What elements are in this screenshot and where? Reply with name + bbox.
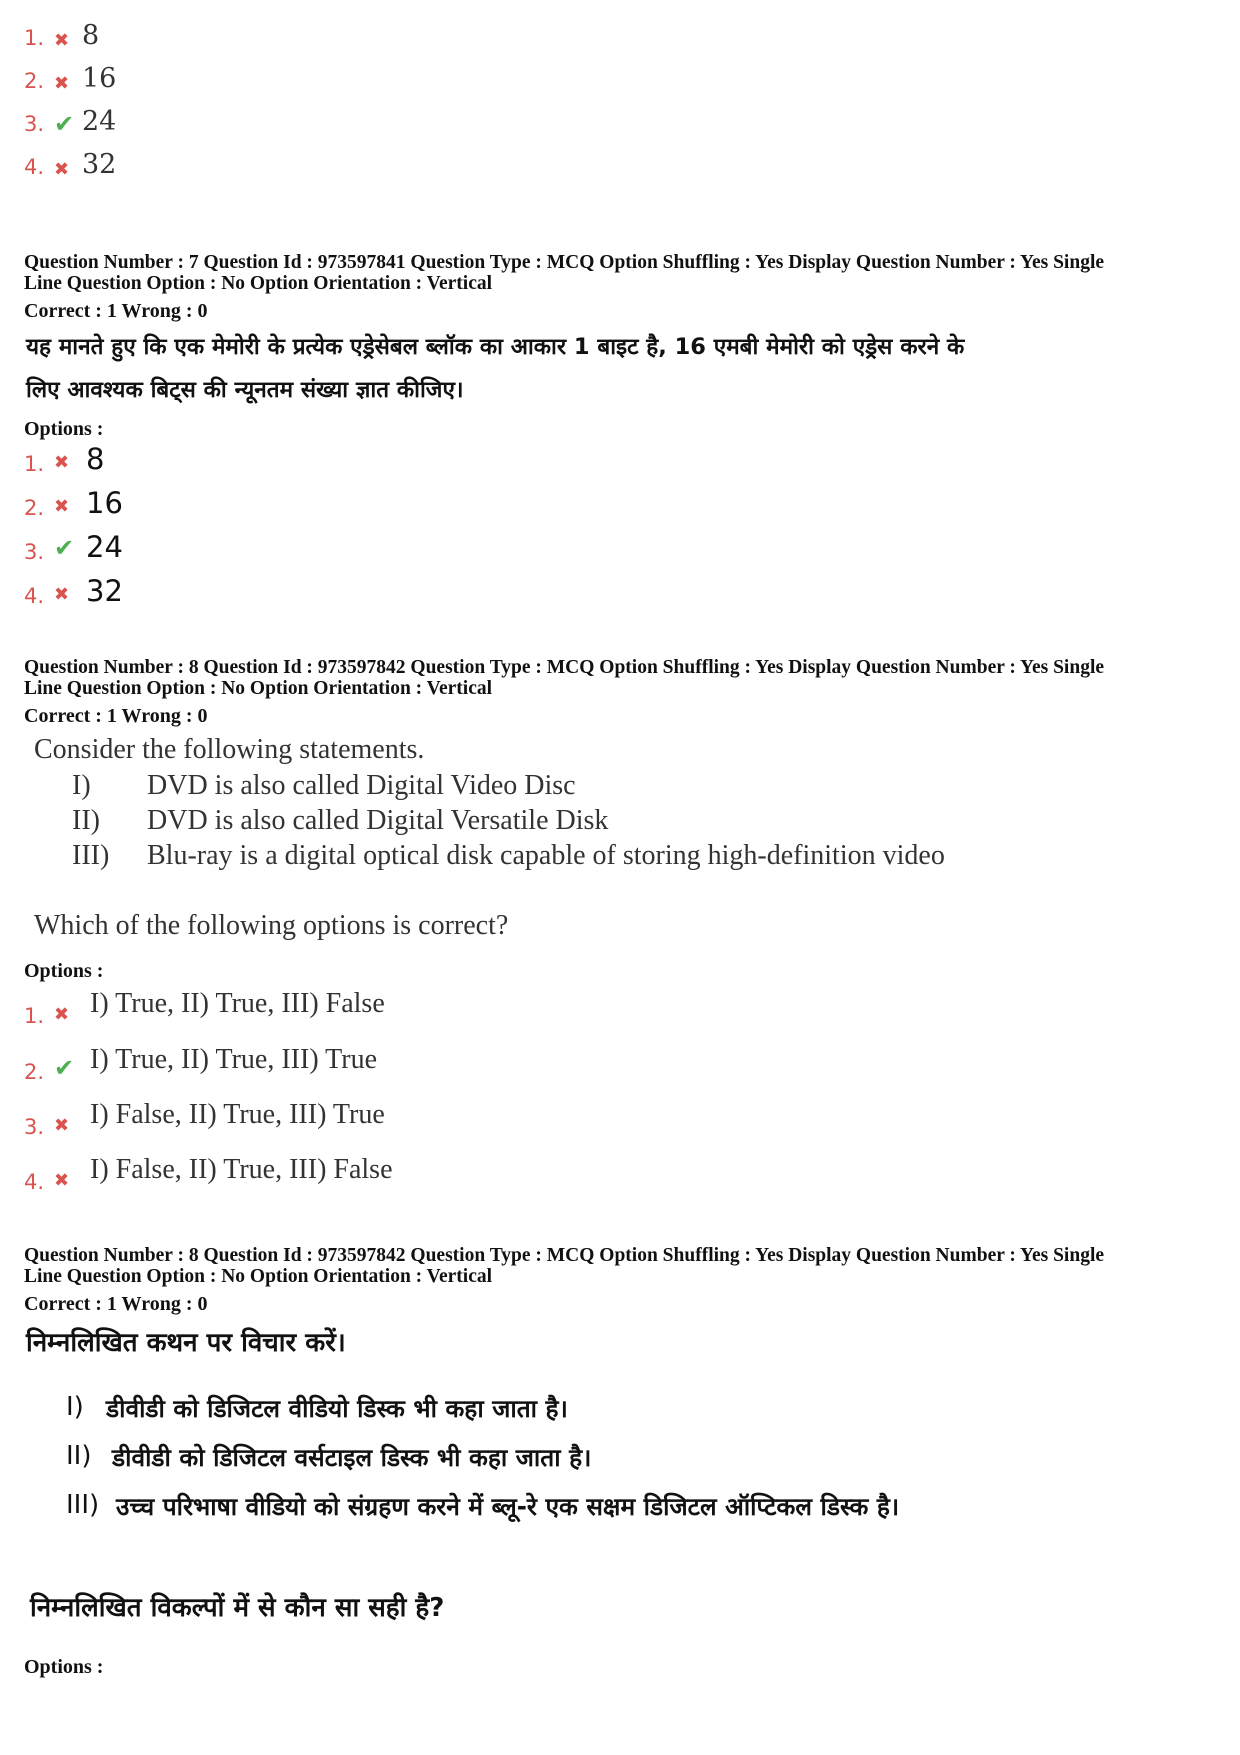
question-text: निम्नलिखित विकल्पों में से कौन सा सही है? bbox=[30, 1593, 445, 1623]
option-number: 1. bbox=[24, 26, 45, 50]
question-intro: Consider the following statements. bbox=[34, 734, 425, 765]
option-number: 2. bbox=[24, 69, 45, 93]
option-text: I) True, II) True, III) True bbox=[90, 1044, 378, 1075]
option-text: 32 bbox=[82, 149, 117, 180]
option-number: 1. bbox=[24, 1004, 45, 1028]
cross-icon: ✖ bbox=[54, 584, 70, 605]
cross-icon: ✖ bbox=[54, 1170, 70, 1191]
option-text: 8 bbox=[82, 20, 100, 51]
option-number: 4. bbox=[24, 584, 45, 608]
statement-text: DVD is also called Digital Versatile Disk bbox=[147, 805, 609, 836]
score-line: Correct : 1 Wrong : 0 bbox=[24, 300, 208, 322]
question-text-line: लिए आवश्यक बिट्स की न्यूनतम संख्या ज्ञात कीजिए। bbox=[26, 377, 464, 403]
question-text: Which of the following options is correct? bbox=[34, 910, 509, 941]
question-text-line: यह मानते हुए कि एक मेमोरी के प्रत्येक एड्रेसेबल ब्लॉक का आकार 1 बाइट है, 16 एमबी मेमोरी को एड्रेस करने के bbox=[26, 334, 965, 360]
statement-text: Blu-ray is a digital optical disk capable of storing high-definition video bbox=[147, 840, 945, 871]
option-number: 2. bbox=[24, 496, 45, 520]
check-icon: ✔ bbox=[54, 110, 75, 138]
check-icon: ✔ bbox=[54, 1054, 75, 1082]
option-number: 3. bbox=[24, 112, 45, 136]
question-meta bbox=[24, 1245, 1224, 1287]
meta-line: Question Number : 7 Question Id : 973597841 Question Type : MCQ Option Shuffling : Yes Display Question Number : Yes Single bbox=[24, 252, 1105, 273]
option-text: 32 bbox=[86, 574, 123, 608]
meta-line: Line Question Option : No Option Orientation : Vertical bbox=[24, 273, 493, 294]
cross-icon: ✖ bbox=[54, 452, 70, 473]
cross-icon: ✖ bbox=[54, 30, 70, 51]
meta-line: Line Question Option : No Option Orientation : Vertical bbox=[24, 1266, 493, 1287]
meta-line: Question Number : 8 Question Id : 973597842 Question Type : MCQ Option Shuffling : Yes Display Question Number : Yes Single bbox=[24, 657, 1105, 678]
cross-icon: ✖ bbox=[54, 73, 70, 94]
statement-roman: II) bbox=[72, 805, 100, 836]
options-label: Options : bbox=[24, 960, 104, 982]
option-text: 8 bbox=[86, 442, 105, 476]
option-text: I) False, II) True, III) False bbox=[90, 1154, 393, 1185]
statement-roman: III) bbox=[72, 840, 110, 871]
score-line: Correct : 1 Wrong : 0 bbox=[24, 705, 208, 727]
options-label: Options : bbox=[24, 1656, 104, 1678]
statement-text: DVD is also called Digital Video Disc bbox=[147, 770, 576, 801]
statement-text: डीवीडी को डिजिटल वर्सटाइल डिस्क भी कहा जाता है। bbox=[112, 1443, 592, 1472]
option-text: 16 bbox=[82, 63, 117, 94]
cross-icon: ✖ bbox=[54, 1004, 70, 1025]
option-number: 4. bbox=[24, 1170, 45, 1194]
meta-line: Line Question Option : No Option Orientation : Vertical bbox=[24, 678, 493, 699]
option-text: 24 bbox=[82, 106, 117, 137]
option-number: 3. bbox=[24, 540, 45, 564]
option-text: I) False, II) True, III) True bbox=[90, 1099, 385, 1130]
option-number: 4. bbox=[24, 155, 45, 179]
statement-roman: I) bbox=[72, 770, 91, 801]
meta-line: Question Number : 8 Question Id : 973597842 Question Type : MCQ Option Shuffling : Yes Display Question Number : Yes Single bbox=[24, 1245, 1105, 1266]
score-line: Correct : 1 Wrong : 0 bbox=[24, 1293, 208, 1315]
option-text: I) True, II) True, III) False bbox=[90, 988, 385, 1019]
option-text: 24 bbox=[86, 530, 123, 564]
question-intro: निम्नलिखित कथन पर विचार करें। bbox=[26, 1328, 346, 1358]
options-label: Options : bbox=[24, 418, 104, 440]
statement-text: उच्च परिभाषा वीडियो को संग्रहण करने में ब्लू-रे एक सक्षम डिजिटल ऑप्टिकल डिस्क है। bbox=[116, 1492, 900, 1521]
option-number: 3. bbox=[24, 1115, 45, 1139]
cross-icon: ✖ bbox=[54, 496, 70, 517]
cross-icon: ✖ bbox=[54, 159, 70, 180]
statement-text: डीवीडी को डिजिटल वीडियो डिस्क भी कहा जाता है। bbox=[106, 1394, 568, 1423]
cross-icon: ✖ bbox=[54, 1115, 70, 1136]
option-text: 16 bbox=[86, 486, 123, 520]
question-meta bbox=[24, 252, 1224, 294]
option-number: 2. bbox=[24, 1060, 45, 1084]
question-meta bbox=[24, 657, 1224, 699]
check-icon: ✔ bbox=[54, 534, 75, 562]
statement-roman: III) bbox=[66, 1490, 100, 1520]
option-number: 1. bbox=[24, 452, 45, 476]
statement-roman: II) bbox=[66, 1441, 92, 1471]
statement-roman: I) bbox=[66, 1392, 84, 1422]
